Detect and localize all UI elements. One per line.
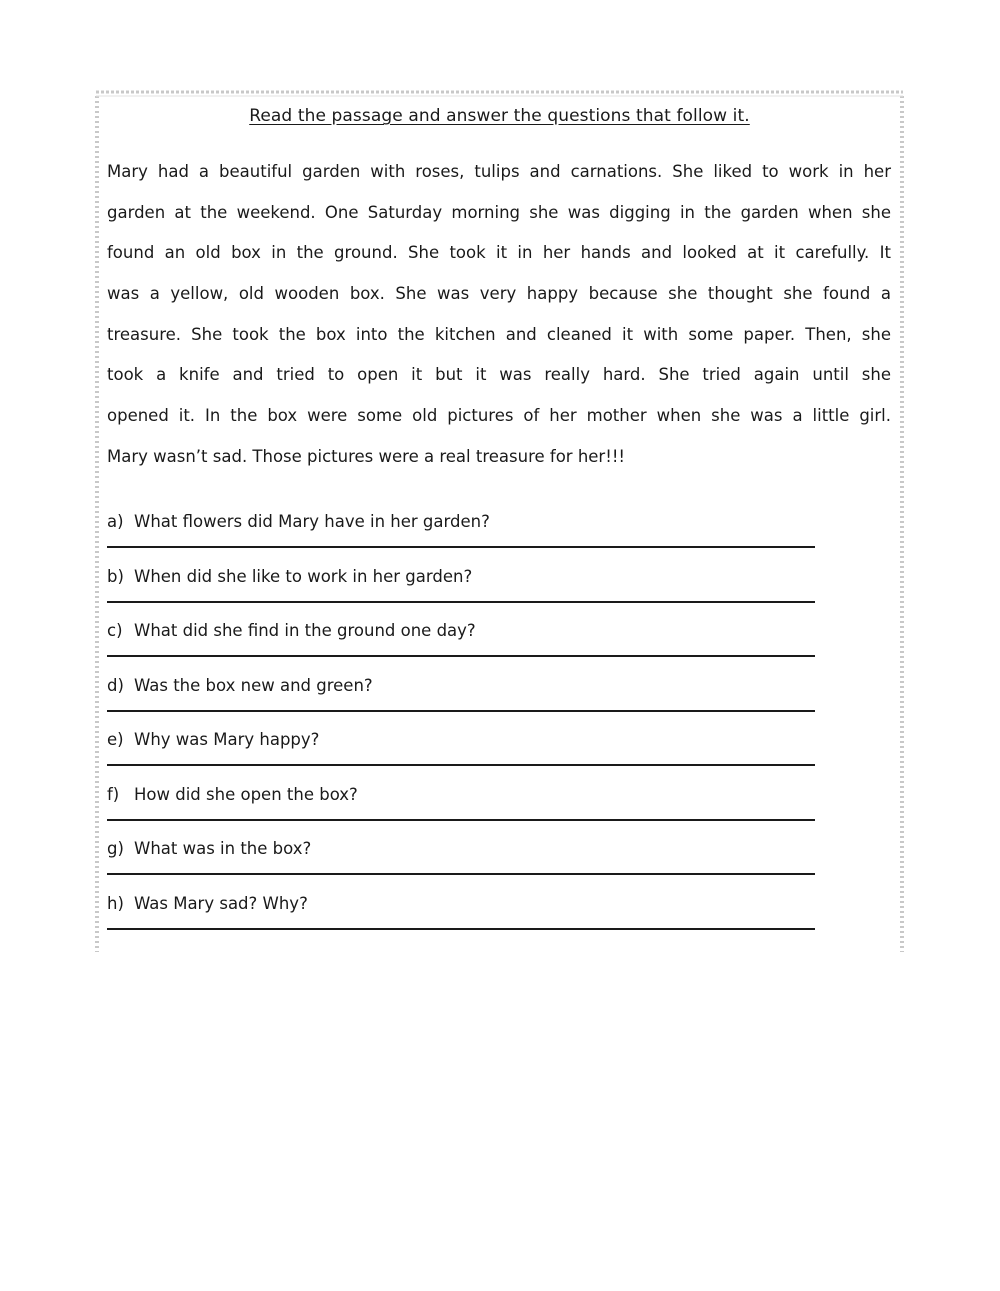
question-text: How did she open the box? (134, 784, 358, 804)
question-h (107, 891, 815, 946)
question-g (107, 836, 815, 891)
answer-field-d[interactable] (107, 710, 815, 712)
question-letter: b) (107, 566, 124, 586)
passage-line: Mary had a beautiful garden with roses, tulips and carnations. She liked to work in her (107, 162, 891, 181)
question-c (107, 618, 815, 673)
question-text: What did she find in the ground one day? (134, 621, 476, 640)
question-a (107, 509, 815, 564)
question-d (107, 673, 815, 728)
worksheet-heading: Read the passage and answer the questions that follow it. (249, 106, 750, 126)
passage-line: took a knife and tried to open it but it was really hard. She tried again until she (107, 365, 891, 385)
passage-line: treasure. She took the box into the kitchen and cleaned it with some paper. Then, she (107, 324, 891, 344)
question-text: Was the box new and green? (134, 675, 373, 695)
question-text: What was in the box? (134, 839, 312, 858)
question-e (107, 727, 815, 782)
answer-field-e[interactable] (107, 764, 815, 766)
answer-field-c[interactable] (107, 655, 815, 657)
answer-field-b[interactable] (107, 601, 815, 603)
reading-passage (107, 159, 891, 485)
passage-line: Mary wasn’t sad. Those pictures were a real treasure for her!!! (107, 446, 626, 466)
question-text: Was Mary sad? Why? (134, 893, 308, 913)
passage-line: garden at the weekend. One Saturday morning she was digging in the garden when she (107, 202, 891, 222)
answer-field-h[interactable] (107, 928, 815, 930)
question-text: When did she like to work in her garden? (134, 566, 473, 586)
answer-field-f[interactable] (107, 819, 815, 821)
passage-line: was a yellow, old wooden box. She was very happy because she thought she found a (107, 284, 891, 304)
question-letter: h) (107, 893, 124, 913)
question-letter: a) (107, 512, 124, 531)
question-text: Why was Mary happy? (134, 730, 320, 749)
question-b (107, 564, 815, 619)
question-letter: f) (107, 784, 120, 804)
question-letter: d) (107, 675, 124, 695)
answer-field-a[interactable] (107, 546, 815, 548)
question-list (107, 509, 815, 945)
passage-line: opened it. In the box were some old pictures of her mother when she was a little girl. (107, 406, 891, 426)
question-f (107, 782, 815, 837)
passage-line: found an old box in the ground. She took it in her hands and looked at it carefully. It (107, 243, 891, 263)
question-text: What flowers did Mary have in her garden? (134, 512, 490, 531)
question-letter: c) (107, 621, 123, 640)
question-letter: g) (107, 839, 124, 858)
question-letter: e) (107, 730, 124, 749)
answer-field-g[interactable] (107, 873, 815, 875)
worksheet (92, 86, 907, 958)
